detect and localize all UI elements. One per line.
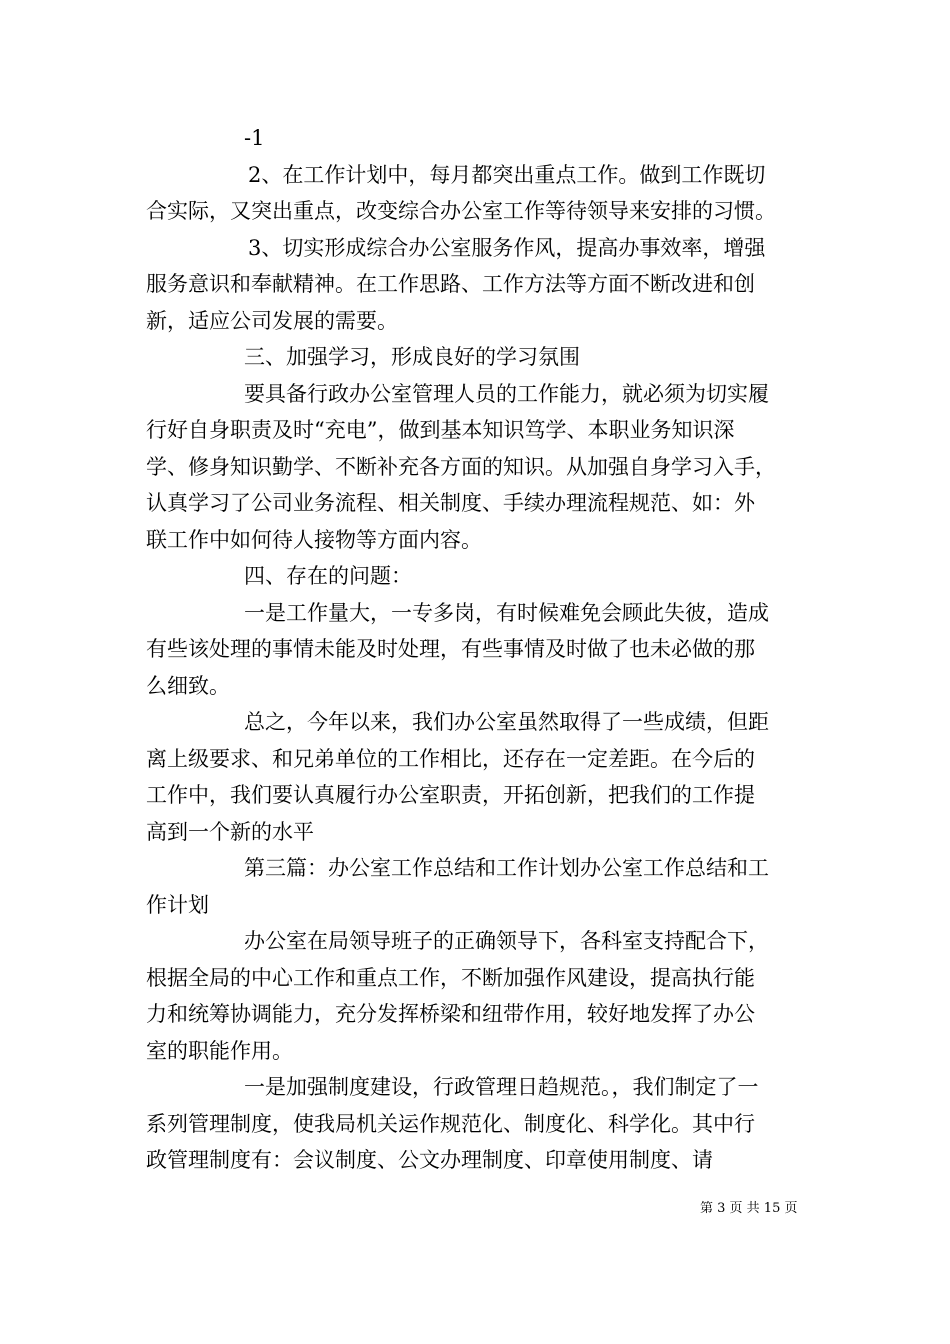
- text-line: 根据全局的中心工作和重点工作，不断加强作风建设，提高执行能: [146, 965, 755, 990]
- text-line: 学、修身知识勤学、不断补充各方面的知识。从加强自身学习入手，: [146, 454, 776, 479]
- text-line: 要具备行政办公室管理人员的工作能力，就必须为切实履: [244, 381, 769, 406]
- text-line: -1: [244, 126, 265, 150]
- chapter-heading: 第三篇：办公室工作总结和工作计划办公室工作总结和工: [244, 856, 769, 880]
- text-line: 3、切实形成综合办公室服务作风，提高办事效率，增强: [248, 235, 766, 260]
- section-heading: 四、存在的问题：: [244, 564, 412, 588]
- text-line: 室的职能作用。: [146, 1038, 293, 1063]
- text-line: 一是工作量大，一专多岗，有时候难免会顾此失彼，造成: [244, 600, 769, 625]
- chapter-heading: 作计划: [146, 892, 209, 917]
- text-line: 2、在工作计划中，每月都突出重点工作。做到工作既切: [248, 162, 766, 187]
- text-line: 一是加强制度建设，行政管理日趋规范。，我们制定了一: [244, 1075, 759, 1099]
- document-body: [146, 120, 810, 1179]
- text-line: 新，适应公司发展的需要。: [146, 308, 398, 333]
- section-heading: 三、加强学习，形成良好的学习氛围: [244, 345, 580, 369]
- text-line: 合实际，又突出重点，改变综合办公室工作等待领导来安排的习惯。: [146, 199, 776, 223]
- text-line: 联工作中如何待人接物等方面内容。: [146, 527, 482, 552]
- text-line: 有些该处理的事情未能及时处理，有些事情及时做了也未必做的那: [146, 637, 755, 661]
- text-line: 政管理制度有：会议制度、公文办理制度、印章使用制度、请: [146, 1148, 713, 1172]
- page-number-footer: 第 3 页 共 15 页: [700, 1201, 798, 1216]
- text-line: 认真学习了公司业务流程、相关制度、手续办理流程规范、如：外: [146, 491, 755, 515]
- text-line: 离上级要求、和兄弟单位的工作相比，还存在一定差距。在今后的: [146, 746, 755, 771]
- text-line: 么细致。: [146, 673, 230, 698]
- text-line: 总之，今年以来，我们办公室虽然取得了一些成绩，但距: [244, 710, 769, 734]
- text-line: 高到一个新的水平: [146, 819, 314, 844]
- text-line: 服务意识和奉献精神。在工作思路、工作方法等方面不断改进和创: [146, 272, 755, 296]
- text-line: 工作中，我们要认真履行办公室职责，开拓创新，把我们的工作提: [146, 783, 755, 807]
- text-line: 行好自身职责及时“充电”，做到基本知识笃学、本职业务知识深: [146, 418, 735, 442]
- text-line: 力和统筹协调能力，充分发挥桥梁和纽带作用，较好地发挥了办公: [146, 1002, 755, 1026]
- text-line: 系列管理制度，使我局机关运作规范化、制度化、科学化。其中行: [146, 1111, 755, 1136]
- text-line: 办公室在局领导班子的正确领导下，各科室支持配合下，: [244, 929, 769, 953]
